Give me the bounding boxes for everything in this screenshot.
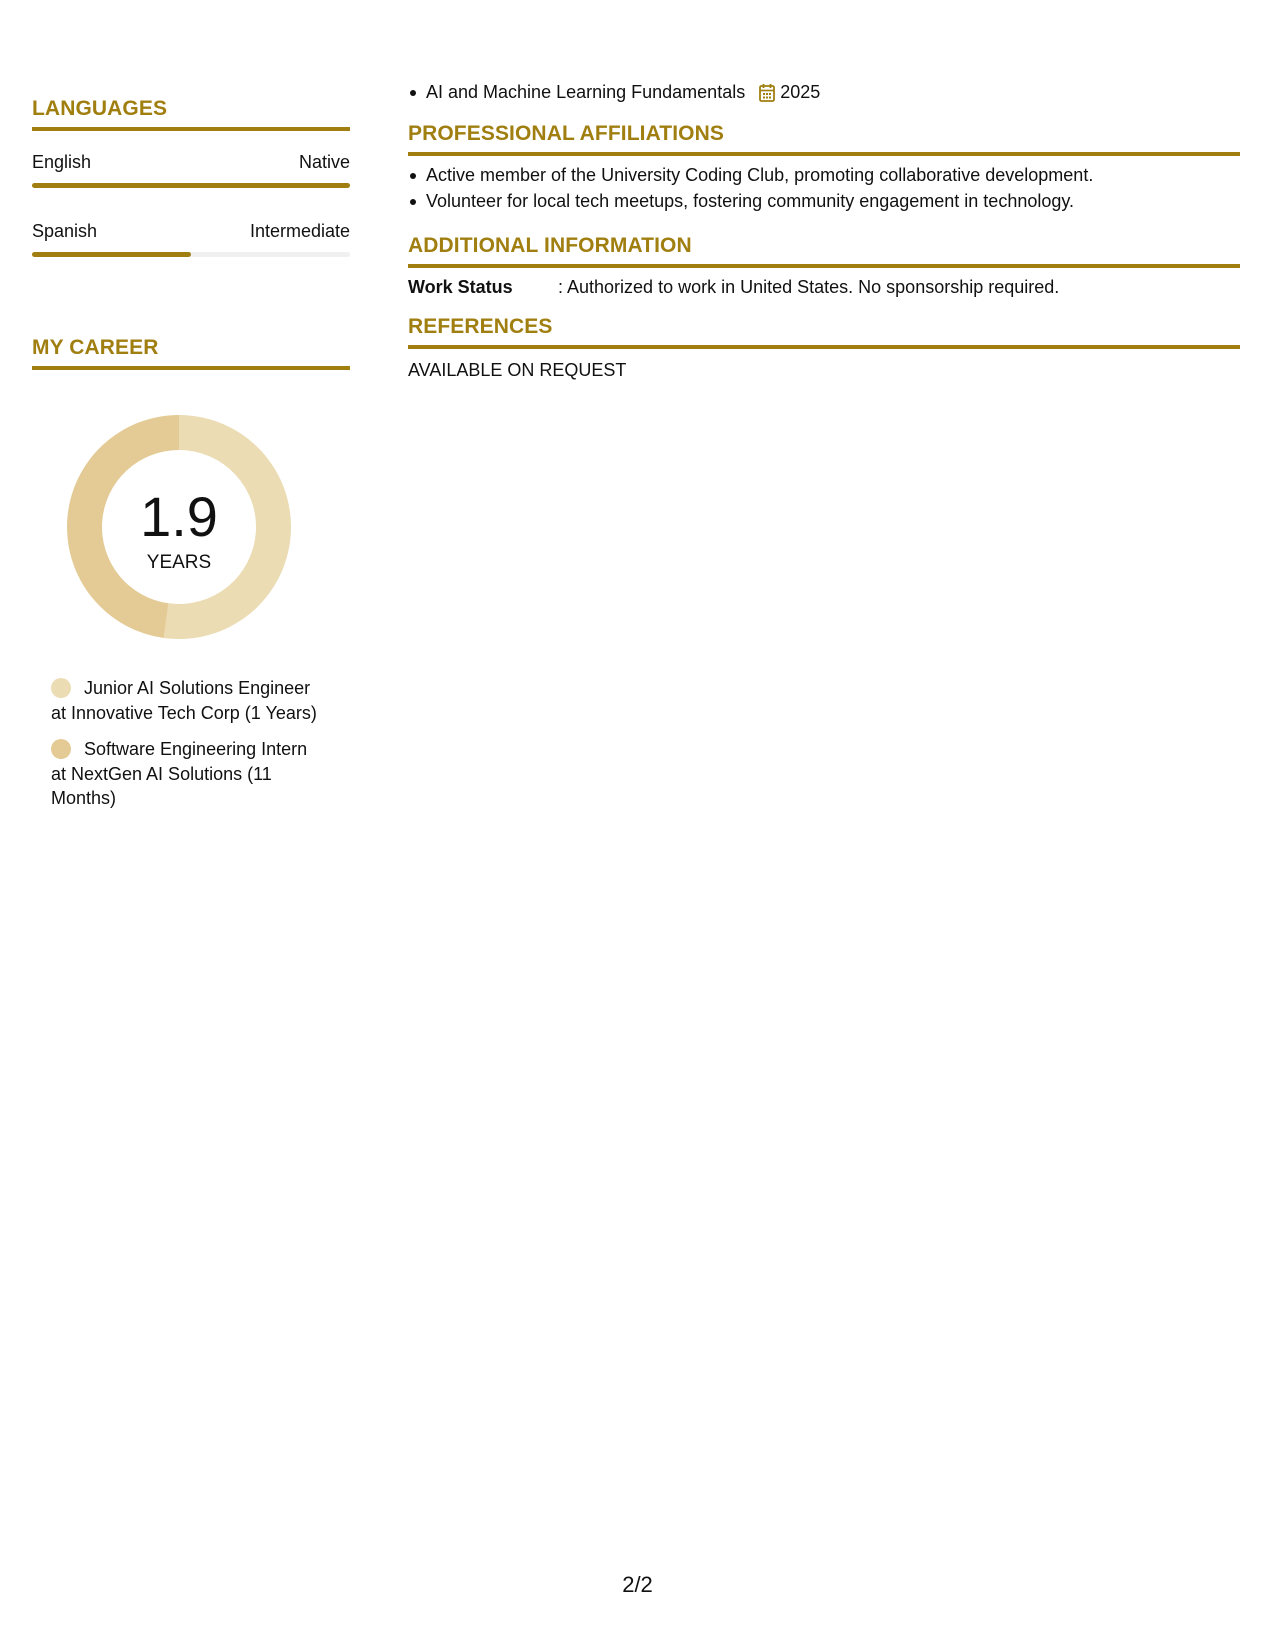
legend-text: Software Engineering Intern at NextGen AI Solutions (11 Months)	[51, 739, 308, 808]
certification-name: AI and Machine Learning Fundamentals	[426, 82, 746, 102]
affiliations-section	[408, 122, 1240, 214]
references-section	[408, 315, 1240, 381]
languages-heading: LANGUAGES	[32, 97, 350, 131]
work-status-label: Work Status	[408, 277, 513, 297]
legend-item	[51, 737, 326, 811]
languages-section	[32, 97, 350, 257]
legend-item	[51, 676, 326, 725]
affiliations-list	[408, 162, 1240, 214]
certification-date	[759, 79, 820, 105]
language-level: Intermediate	[249, 221, 350, 241]
work-status-value: : Authorized to work in United States. No sponsorship required.	[558, 277, 1060, 297]
affiliations-heading: PROFESSIONAL AFFILIATIONS	[408, 122, 1240, 156]
language-bar	[32, 252, 350, 257]
work-status-row	[408, 276, 1240, 298]
language-bar	[32, 183, 350, 188]
language-level: Native	[298, 152, 350, 172]
references-text: AVAILABLE ON REQUEST	[408, 360, 627, 380]
career-heading: MY CAREER	[32, 336, 350, 370]
list-item	[426, 79, 1258, 105]
language-name: English	[32, 152, 92, 172]
certification-year: 2025	[780, 82, 821, 102]
language-bar-fill	[32, 252, 191, 257]
references-heading: REFERENCES	[408, 315, 1240, 349]
legend-dot	[51, 678, 71, 698]
career-total-unit: YEARS	[146, 552, 212, 573]
list-item: Volunteer for local tech meetups, fostering community engagement in technology.	[426, 188, 1240, 214]
language-item-spanish	[32, 220, 350, 257]
career-legend	[51, 676, 326, 811]
legend-text: Junior AI Solutions Engineer at Innovative Tech Corp (1 Years)	[51, 678, 317, 723]
language-name: Spanish	[32, 221, 98, 241]
additional-info-heading: ADDITIONAL INFORMATION	[408, 234, 1240, 268]
certifications-list	[408, 79, 1258, 105]
career-donut-chart	[66, 414, 292, 640]
language-item-english	[32, 151, 350, 188]
calendar-icon	[759, 83, 775, 102]
additional-info-section	[408, 234, 1240, 298]
list-item: Active member of the University Coding Club, promoting collaborative development.	[426, 162, 1240, 188]
career-total-value: 1.9	[140, 485, 218, 548]
legend-dot	[51, 739, 71, 759]
page-number: 2/2	[622, 1572, 653, 1597]
language-bar-fill	[32, 183, 350, 188]
career-section	[32, 336, 350, 370]
